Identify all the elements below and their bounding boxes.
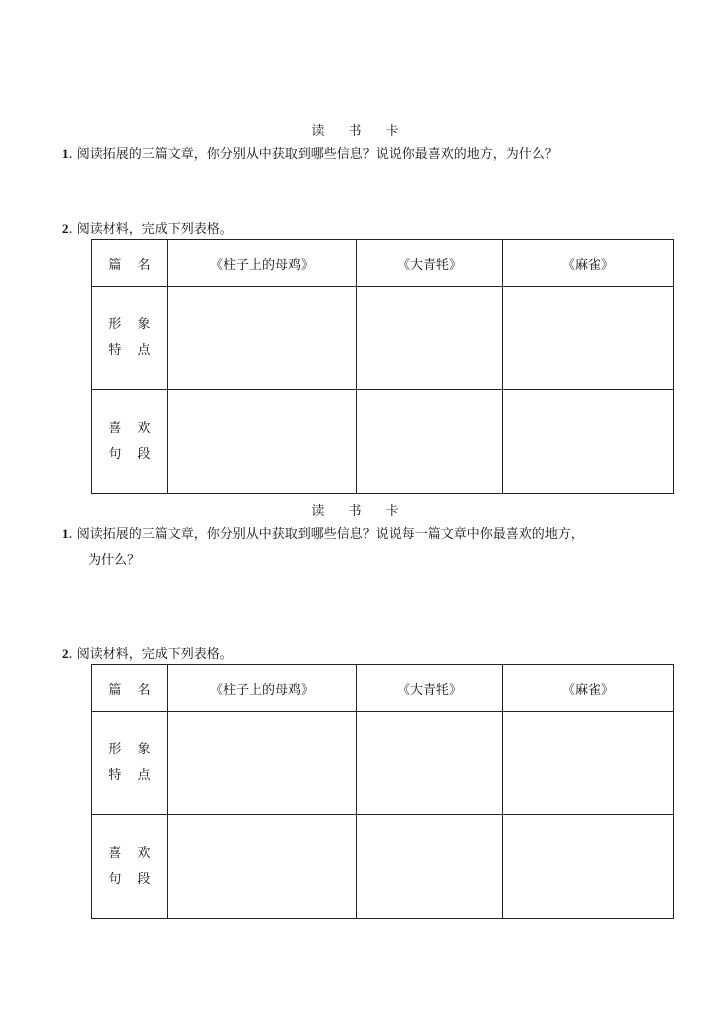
answer-cell[interactable]: [503, 390, 674, 494]
card1-question-1-number: 1: [62, 146, 69, 161]
card2-question-1-text: . 阅读拓展的三篇文章，你分别从中获取到哪些信息？说说每一篇文章中你最喜欢的地方，: [68, 527, 584, 542]
answer-cell[interactable]: [357, 287, 503, 390]
card1-table: [91, 239, 674, 494]
answer-cell[interactable]: [168, 390, 357, 494]
row-label-line-1: 喜 欢: [108, 845, 157, 861]
header-column-1: 《柱子上的母鸡》: [168, 665, 357, 712]
answer-cell[interactable]: [168, 815, 357, 919]
row-label-line-1: 形 象: [108, 742, 157, 757]
header-column-2: 《大青牦》: [357, 665, 503, 712]
table-header-row: [92, 665, 674, 712]
answer-cell[interactable]: [357, 712, 503, 815]
answer-cell[interactable]: [503, 287, 674, 390]
row-label-cell: [92, 390, 168, 494]
row-label-line-1: 形 象: [108, 317, 157, 332]
header-label: 篇 名: [108, 257, 157, 273]
row-label-line-2: 特 点: [108, 768, 157, 783]
answer-cell[interactable]: [503, 815, 674, 919]
header-label: 篇 名: [108, 682, 157, 698]
card1-question-2-text: . 阅读材料，完成下列表格。: [68, 222, 233, 237]
header-column-3: 《麻雀》: [503, 665, 674, 712]
card1-question-1-text: . 阅读拓展的三篇文章，你分别从中获取到哪些信息？说说你最喜欢的地方，为什么？: [68, 147, 558, 162]
answer-cell[interactable]: [357, 815, 503, 919]
answer-cell[interactable]: [168, 287, 357, 390]
card1-question-1: [62, 141, 558, 168]
header-column-3: 《麻雀》: [503, 240, 674, 287]
row-label-cell: [92, 815, 168, 919]
card2-question-2-number: 2: [62, 646, 69, 661]
card1-title: 读 书 卡: [311, 124, 409, 139]
table-row-image-traits: [92, 712, 674, 815]
card2-table: [91, 664, 674, 919]
table-header-row: [92, 240, 674, 287]
row-label-line-1: 喜 欢: [108, 420, 157, 436]
header-label-cell: [92, 240, 168, 287]
table-row-favorite-passages: [92, 390, 674, 494]
row-label-cell: [92, 287, 168, 390]
header-label-cell: [92, 665, 168, 712]
header-column-2: 《大青牦》: [357, 240, 503, 287]
answer-cell[interactable]: [357, 390, 503, 494]
row-label-line-2: 特 点: [108, 343, 157, 358]
row-label-line-2: 句 段: [108, 446, 157, 462]
card2-question-1-continuation: 为什么？: [88, 553, 141, 568]
row-label-cell: [92, 712, 168, 815]
card2-question-1-number: 1: [62, 526, 69, 541]
card2-question-1: [62, 521, 584, 574]
header-column-1: 《柱子上的母鸡》: [168, 240, 357, 287]
row-label-line-2: 句 段: [108, 871, 157, 887]
answer-cell[interactable]: [168, 712, 357, 815]
table-row-favorite-passages: [92, 815, 674, 919]
table-row-image-traits: [92, 287, 674, 390]
card2-title: 读 书 卡: [311, 504, 409, 519]
card2-question-2-text: . 阅读材料，完成下列表格。: [68, 647, 233, 662]
card1-question-2-number: 2: [62, 221, 69, 236]
answer-cell[interactable]: [503, 712, 674, 815]
